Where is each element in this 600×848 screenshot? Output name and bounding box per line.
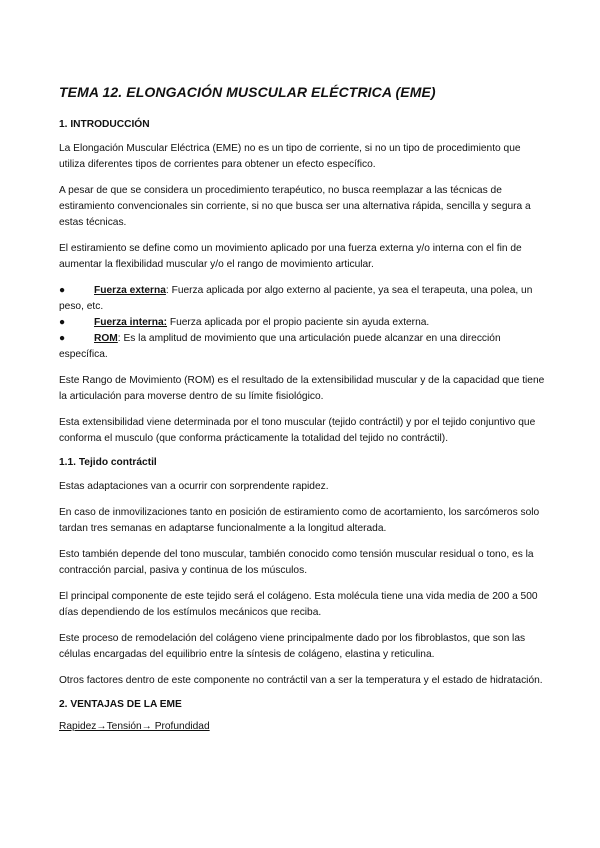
- bullet-item: [59, 331, 549, 363]
- bullet-term: Fuerza interna:: [94, 317, 168, 328]
- bullet-text: Fuerza aplicada por algo externo al paciente, ya sea el terapeuta, una polea, un peso, etc.: [59, 285, 533, 312]
- paragraph: El principal componente de este tejido será el colágeno. Esta molécula tiene una vida media de 200 a 500 días dependiendo de los estímulos mecánicos que reciba.: [59, 591, 538, 618]
- paragraph: Esto también depende del tono muscular, también conocido como tensión muscular residual o tono, es la contracción parcial, pasiva y continua de los músculos.: [59, 549, 534, 576]
- bullet-sep: :: [165, 285, 169, 296]
- document-title: TEMA 12. ELONGACIÓN MUSCULAR ELÉCTRICA (EME): [59, 84, 436, 100]
- section-heading-ventajas: 2. VENTAJAS DE LA EME: [59, 699, 182, 710]
- document-content: [59, 84, 549, 732]
- paragraph: Este proceso de remodelación del colágeno viene principalmente dado por los fibroblastos, que son las células encargadas del equilibrio entre la síntesis de colágeno, elastina y reticulina.: [59, 633, 526, 660]
- bullet-sep: :: [117, 333, 121, 344]
- paragraph: Otros factores dentro de este componente no contráctil van a ser la temperatura y el estado de hidratación.: [59, 675, 543, 686]
- bullet-list: [59, 283, 549, 363]
- bullet-text: Es la amplitud de movimiento que una articulación puede alcanzar en una dirección específica.: [59, 333, 501, 360]
- paragraph: La Elongación Muscular Eléctrica (EME) no es un tipo de corriente, si no un tipo de procedimiento que utiliza diferentes tipos de corrientes para obtener un efecto específico.: [59, 143, 521, 170]
- paragraph: A pesar de que se considera un procedimiento terapéutico, no busca reemplazar a las técnicas de estiramiento convencionales sin corriente, si no que busca ser una alternativa rápida, sencilla y segura a estas técnicas.: [59, 185, 531, 228]
- bullet-icon: ●: [59, 285, 66, 296]
- bullet-item: [59, 315, 549, 331]
- section-heading-introduccion: 1. INTRODUCCIÓN: [59, 119, 150, 130]
- bullet-term: Fuerza externa: [94, 285, 166, 296]
- paragraph: Estas adaptaciones van a ocurrir con sorprendente rapidez.: [59, 481, 329, 492]
- section-heading-tejido-contractil: 1.1. Tejido contráctil: [59, 457, 157, 468]
- paragraph: Esta extensibilidad viene determinada por el tono muscular (tejido contráctil) y por el tejido conjuntivo que conforma el musculo (que conforma prácticamente la totalidad del tejido no contráctil).: [59, 417, 536, 444]
- bullet-term: ROM: [94, 333, 118, 344]
- ventajas-line: Rapidez→Tensión→ Profundidad: [59, 721, 210, 732]
- bullet-text: Fuerza aplicada por el propio paciente sin ayuda externa.: [167, 317, 430, 328]
- bullet-icon: ●: [59, 317, 66, 328]
- bullet-icon: ●: [59, 333, 66, 344]
- paragraph: El estiramiento se define como un movimiento aplicado por una fuerza externa y/o interna con el fin de aumentar la flexibilidad muscular y/o el rango de movimiento articular.: [59, 243, 522, 270]
- paragraph: Este Rango de Movimiento (ROM) es el resultado de la extensibilidad muscular y de la capacidad que tiene la articulación para moverse dentro de su límite fisiológico.: [59, 375, 545, 402]
- paragraph: En caso de inmovilizaciones tanto en posición de estiramiento como de acortamiento, los sarcómeros solo tardan tres semanas en adaptarse funcionalmente a la longitud alterada.: [59, 507, 540, 534]
- bullet-item: [59, 283, 549, 315]
